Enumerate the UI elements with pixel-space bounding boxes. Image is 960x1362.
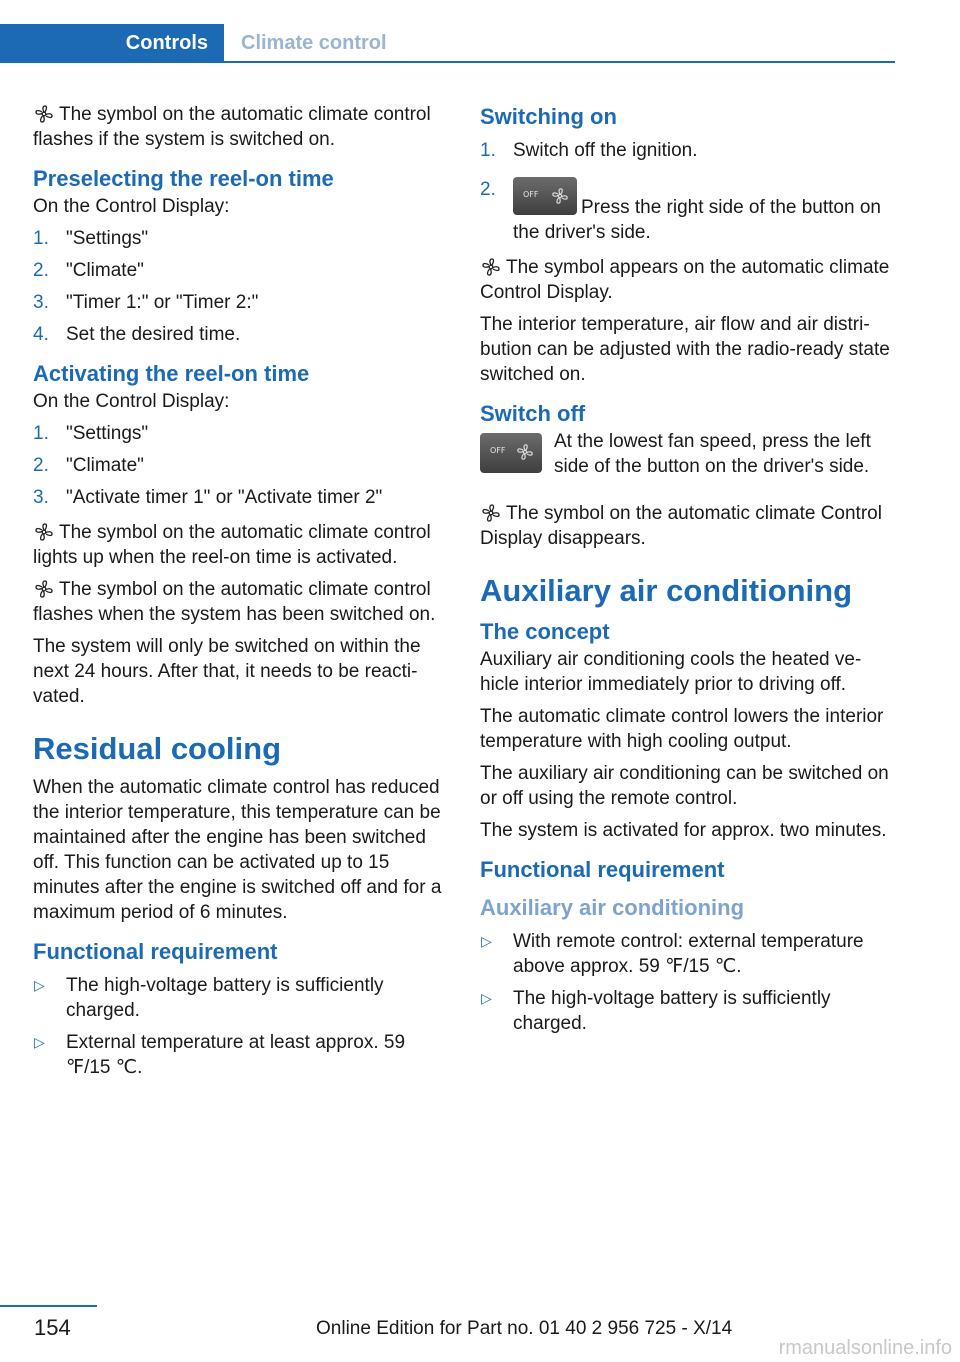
list-item: ▷ With remote control: external temperature above approx. 59 ℉/15 ℃. <box>481 931 864 977</box>
heading-activating: Activating the reel-on time <box>33 361 310 386</box>
switch-on-steps-list <box>480 138 892 245</box>
paragraph-symbol-appears: The symbol appears on the automatic climate Control Display. <box>480 257 890 303</box>
heading-residual-cooling: Residual cooling <box>33 731 282 766</box>
heading-switch-off: Switch off <box>480 401 586 426</box>
paragraph-residual: When the automatic climate control has reduced the interior temperature, this temperature can be maintained after the engine has been switched off. This function can be activated up to 15 minutes after the engine is switched off and for a maximum period of 6 minutes. <box>33 777 442 923</box>
climate-button-image: OFF <box>513 177 577 215</box>
paragraph-lowers: The automatic climate control lowers the interior temperature with high cooling output. <box>480 706 884 752</box>
heading-preselecting: Preselecting the reel-on time <box>33 166 334 191</box>
triangle-bullet-icon: ▷ <box>34 977 45 993</box>
fan-icon <box>33 580 55 598</box>
list-item: 2. "Climate" <box>33 455 144 476</box>
paragraph-on-control-display: On the Control Display: <box>33 196 230 217</box>
subheading-auxiliary: Auxiliary air conditioning <box>480 895 745 920</box>
activate-steps-list <box>33 421 448 510</box>
section-tab: Controls <box>0 24 224 62</box>
list-item: 4. Set the desired time. <box>33 324 241 345</box>
paragraph-flash-system-on: The symbol on the automatic climate control flashes if the system is switched on. <box>33 104 431 150</box>
heading-the-concept: The concept <box>480 619 610 644</box>
paragraph-interior-adjust: The interior temperature, air flow and air distribution can be adjusted with the radio-ready state switched on. <box>480 314 890 385</box>
page-header <box>0 24 895 62</box>
edition-note: Online Edition for Part no. 01 40 2 956 725 - X/14 <box>316 1318 733 1339</box>
page-number: 154 <box>34 1315 71 1340</box>
left-column <box>33 102 448 1090</box>
list-item: 3. "Timer 1:" or "Timer 2:" <box>33 292 259 313</box>
fan-icon <box>33 523 55 541</box>
fan-icon <box>33 105 55 123</box>
heading-auxiliary-air-conditioning: Auxiliary air conditioning <box>480 573 853 608</box>
triangle-bullet-icon: ▷ <box>481 990 492 1006</box>
preselect-steps-list <box>33 226 448 347</box>
paragraph-24-hours: The system will only be switched on within the next 24 hours. After that, it needs to be reactivated. <box>33 636 421 707</box>
requirement-list <box>480 929 892 1036</box>
paragraph-on-control-display: On the Control Display: <box>33 391 230 412</box>
watermark: rmanualsonline.info <box>778 1337 952 1359</box>
paragraph-flashes-when: The symbol on the automatic climate control flashes when the system has been switched on. <box>33 579 436 625</box>
list-item: ▷ The high-voltage battery is sufficiently charged. <box>34 975 384 1021</box>
paragraph-two-minutes: The system is activated for approx. two minutes. <box>480 820 887 841</box>
heading-switching-on: Switching on <box>480 104 617 129</box>
triangle-bullet-icon: ▷ <box>34 1034 45 1050</box>
list-item: ▷ The high-voltage battery is sufficiently charged. <box>481 988 831 1034</box>
switch-off-block: OFF At the lowest fan speed, press the left side of the button on the driver's side. <box>480 429 892 491</box>
paragraph-concept: Auxiliary air conditioning cools the heated vehicle interior immediately prior to driving off. <box>480 649 862 695</box>
list-item: ▷ External temperature at least approx. 59 ℉/15 ℃. <box>34 1032 406 1078</box>
heading-functional-requirement: Functional requirement <box>33 939 278 964</box>
heading-functional-requirement: Functional requirement <box>480 857 725 882</box>
list-item: 1. "Settings" <box>33 423 149 444</box>
list-item: 2. "Climate" <box>33 260 144 281</box>
footer-rule <box>0 1305 97 1307</box>
climate-button-image: OFF <box>480 433 542 473</box>
fan-icon <box>551 187 569 205</box>
requirement-list <box>33 973 448 1080</box>
list-item: 1. Switch off the ignition. <box>480 140 698 161</box>
fan-icon <box>480 504 502 522</box>
subsection-tab: Climate control <box>241 32 387 54</box>
list-item: 2. OFF Press the right side of the button on the driver's side. <box>480 179 881 243</box>
list-item: 1. "Settings" <box>33 228 149 249</box>
paragraph-disappears: The symbol on the automatic climate Control Display disappears. <box>480 503 882 549</box>
fan-icon <box>480 258 502 276</box>
paragraph-lights-up: The symbol on the automatic climate control lights up when the reel-on time is activated. <box>33 522 431 568</box>
triangle-bullet-icon: ▷ <box>481 933 492 949</box>
right-column <box>480 102 892 1046</box>
paragraph-remote: The auxiliary air conditioning can be switched on or off using the remote control. <box>480 763 889 809</box>
fan-icon <box>516 443 534 461</box>
list-item: 3. "Activate timer 1" or "Activate timer 2" <box>33 487 383 508</box>
